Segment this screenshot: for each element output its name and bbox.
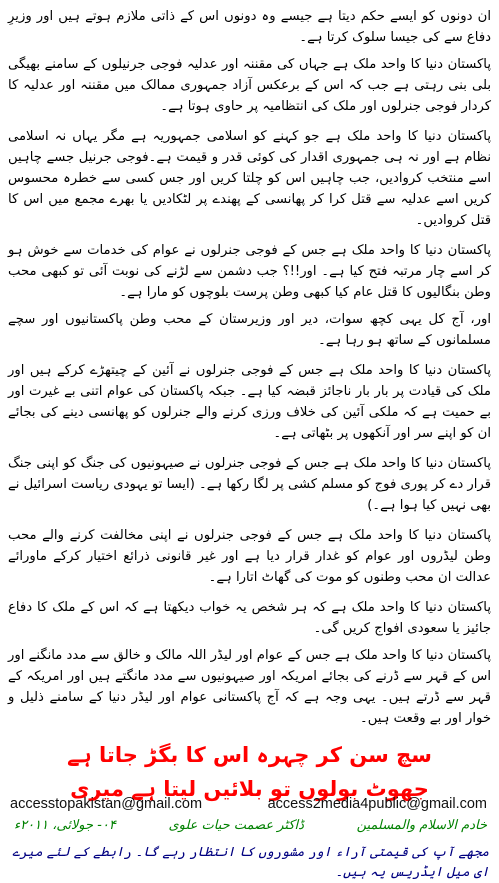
paragraph-10: پاکستان دنیا کا واحد ملک ہے جس کے عوام اور لیڈر اللہ مالک و خالق سے مدد مانگنے اور اس کے قہر سے ڈرنے کی بجائے امریکہ اور صیہونیوں سے مدد مانگتے ہیں اور امریکہ کے قہر سے ڈرتے ہیں۔ یہی وجہ ہے کہ آج پاکستانی عوام اور لیڈر دنیا کے سامنے ذلیل و خوار اور بے وقعت ہیں۔ (8, 648, 491, 726)
email-row (10, 796, 487, 812)
couplet-line-2: جھوٹ بولوں تو بلائیں لیتا ہے میری (70, 777, 429, 801)
signature-date: ۰۴- جولائی، ۲۰۱۱ء (14, 818, 116, 833)
paragraph-5: اور، آج کل یہی کچھ سوات، دیر اور وزیرستان کے محب وطن پاکستانیوں اور سچے مسلمانوں کے ساتھ ہو رہا ہے۔ (8, 312, 491, 348)
signature-org: خادم الاسلام والمسلمین (356, 818, 487, 833)
paragraph-8: پاکستان دنیا کا واحد ملک ہے جس کے فوجی جنرلوں نے اپنی مخالفت کرنے والے محب وطن لیڈروں اور عوام کو غدار قرار دیا ہے اور غیر قانونی ذرائع اختیار کرکے ماورائے عدالت ان محب وطنوں کو موت کی گھاٹ اتارا ہے۔ (8, 528, 491, 585)
paragraph-4: پاکستان دنیا کا واحد ملک ہے جس کے فوجی جنرلوں نے عوام کی خدمات سے خوش ہو کر اسے چار مرتبہ فتح کیا ہے۔ اور!!؟ جب دشمن سے لڑنے کی نوبت آئی تو کبھی محب وطن بنگالیوں کا قتل عام کیا کبھی وطن پرست بلوچوں کو مارا ہے۔ (8, 243, 491, 300)
paragraph-6: پاکستان دنیا کا واحد ملک ہے جس کے فوجی جنرلوں نے آئین کے چیتھڑے کرکے ہیں اور ملک کی قیادت پر بار بار ناجائز قبضہ کیا ہے۔ جبکہ پاکستان کی عوام اتنی بے غیرت اور بے حمیت ہے کہ ملکی آئین کی خلاف ورزی کرنے والے جنرلوں کو پھانسی دینے کی بجائے ان کو اپنے سر اور آنکھوں پر بٹھاتی ہے۔ (8, 363, 491, 441)
signature-row (14, 818, 487, 833)
paragraph-2: پاکستان دنیا کا واحد ملک ہے جہاں کی مقننہ اور عدلیہ فوجی جرنیلوں کے سامنے بھیگی بلی بنی رہتی ہے جب کہ اس کے برعکس آزاد جمہوری ممالک میں مقننہ اور عدلیہ کا کردار فوجی جنرلوں اور ملک کی انتظامیہ پر حاوی ہوتا ہے۔ (8, 57, 491, 114)
article-body (8, 6, 491, 729)
email-link-1[interactable]: accesstopakistan@gmail.com (10, 796, 203, 812)
paragraph-7: پاکستان دنیا کا واحد ملک ہے جس کے فوجی جنرلوں نے صیہونیوں کی جنگ کو اپنی جنگ قرار دے کر پوری فوج کو مسلم کشی پر لگا رکھا ہے۔ (ایسا تو یہودی ریاست اسرائیل نے بھی نہیں کیا ہوا ہے۔) (7, 456, 491, 513)
couplet-line-1: سچ سن کر چہرہ اس کا بگڑ جاتا ہے (67, 743, 432, 767)
contact-note: مجھے آپ کی قیمتی آراء اور مشوروں کا انتظار رہے گا۔ رابطے کے لئے میرے ای میل ایڈریس یہ ہیں۔ (12, 845, 489, 880)
paragraph-9: پاکستان دنیا کا واحد ملک ہے کہ ہر شخص یہ خواب دیکھتا ہے کہ اس کے ملک کا دفاع جائیز یا سعودی افواج کریں گی۔ (8, 600, 491, 636)
paragraph-1: ان دونوں کو ایسے حکم دیتا ہے جیسے وہ دونوں اس کے ذاتی ملازم ہوتے ہیں اور وزیرِ دفاع سے کی جیسا سلوک کرتا ہے۔ (8, 9, 491, 45)
signature-author: ڈاکٹر عصمت حیات علوی (168, 818, 304, 833)
paragraph-3: پاکستان دنیا کا واحد ملک ہے جو کہنے کو اسلامی جمہوریہ ہے مگر یہاں نہ اسلامی نظام ہے اور نہ ہی جمہوری اقدار کی کوئی قدر و قیمت ہے۔فوجی جرنیل جسے چاہیں اسے منتخب کروادیں، جب چاہیں اس کو چلتا کریں اور جس کسی سے خطرہ محسوس کریں اسے عدلیہ سے قتل کرا کر پھانسی کے پھندے پر لٹکادیں یا بھرے مجمع میں اس کا قتل کروادیں۔ (8, 129, 491, 228)
email-link-2[interactable]: access2media4public@gmail.com (267, 796, 487, 812)
